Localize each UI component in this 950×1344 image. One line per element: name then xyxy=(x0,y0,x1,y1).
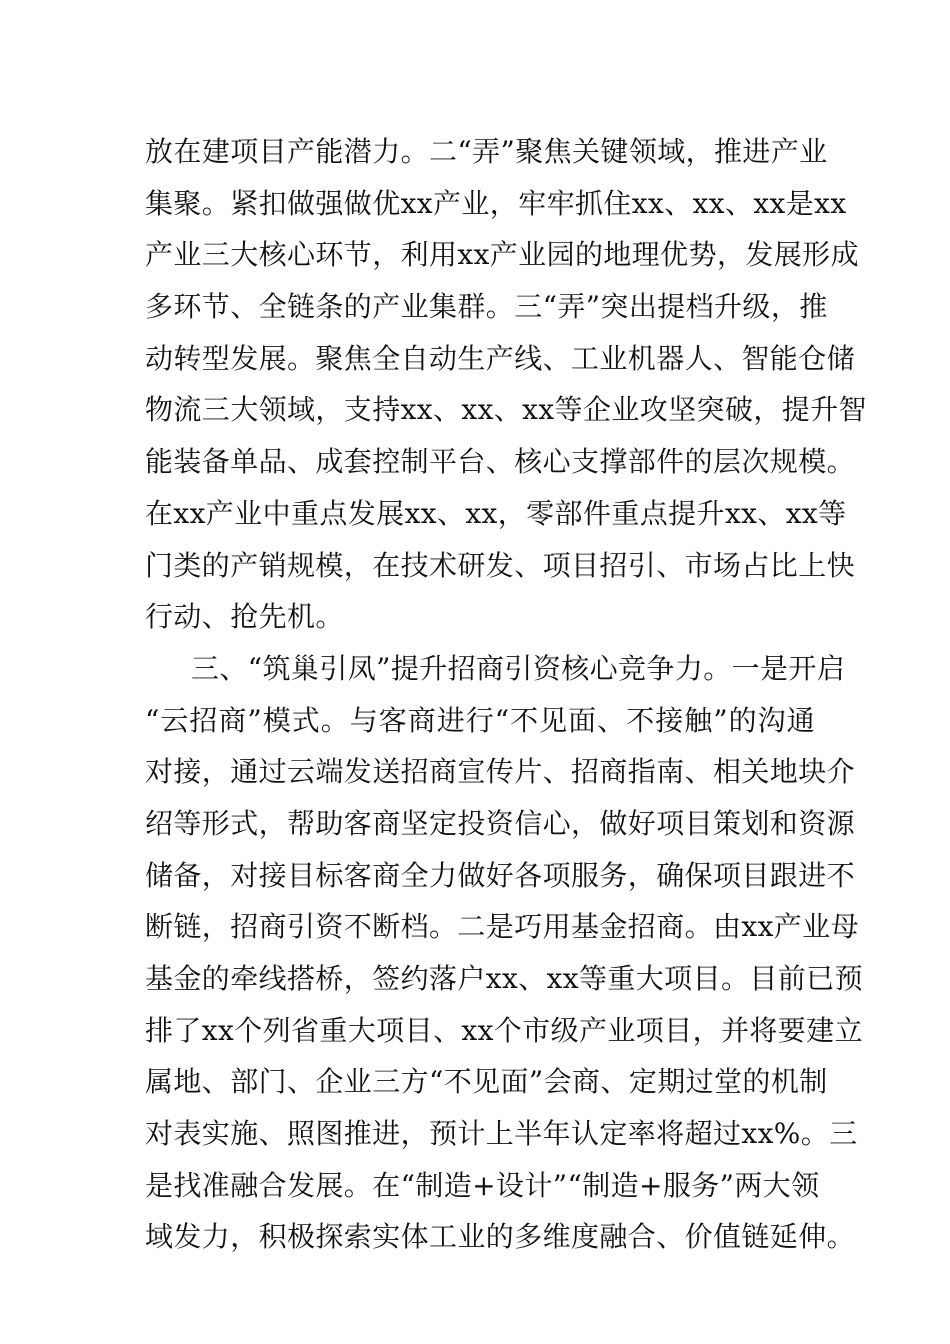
text-line: 属地、部门、企业三方“不见面”会商、定期过堂的机制 xyxy=(145,1065,828,1099)
text-line: 对接，通过云端发送招商宣传片、招商指南、相关地块介 xyxy=(145,755,856,789)
text-line: “云招商”模式。与客商进行“不见面、不接触”的沟通 xyxy=(145,703,815,737)
text-line: 基金的牵线搭桥，签约落户xx、xx等重大项目。目前已预 xyxy=(145,962,863,995)
text-line: 三、“筑巢引凤”提升招商引资核心竞争力。一是开启 xyxy=(191,651,846,685)
text-line: 集聚。紧扣做强做优xx产业，牢牢抓住xx、xx、xx是xx xyxy=(145,186,847,220)
text-line: 是找准融合发展。在“制造+设计”“制造+服务”两大领 xyxy=(145,1168,820,1202)
text-line: 行动、抢先机。 xyxy=(145,600,344,634)
text-line: 多环节、全链条的产业集群。三“弄”突出提档升级，推 xyxy=(145,290,828,324)
text-line: 放在建项目产能潜力。二“弄”聚焦关键领域，推进产业 xyxy=(145,135,828,168)
text-line: 绍等形式，帮助客商坚定投资信心，做好项目策划和资源 xyxy=(145,806,856,840)
text-line: 排了xx个列省重大项目、xx个市级产业项目，并将要建立 xyxy=(145,1013,863,1047)
text-line: 动转型发展。聚焦全自动生产线、工业机器人、智能仓储 xyxy=(145,341,856,375)
text-line: 对表实施、照图推进，预计上半年认定率将超过xx%。三 xyxy=(145,1117,858,1151)
text-line: 能装备单品、成套控制平台、核心支撑部件的层次规模。 xyxy=(145,445,856,479)
text-line: 产业三大核心环节，利用xx产业园的地理优势，发展形成 xyxy=(145,238,859,272)
document-body xyxy=(145,126,867,1263)
text-line: 门类的产销规模，在技术研发、项目招引、市场占比上快 xyxy=(145,548,856,582)
text-line: 物流三大领域，支持xx、xx、xx等企业攻坚突破，提升智 xyxy=(145,393,867,427)
text-line: 在xx产业中重点发展xx、xx，零部件重点提升xx、xx等 xyxy=(145,496,847,530)
text-line: 断链，招商引资不断档。二是巧用基金招商。由xx产业母 xyxy=(145,910,859,944)
text-line: 储备，对接目标客商全力做好各项服务，确保项目跟进不 xyxy=(145,858,856,892)
text-line: 域发力，积极探索实体工业的多维度融合、价值链延伸。 xyxy=(145,1220,856,1254)
